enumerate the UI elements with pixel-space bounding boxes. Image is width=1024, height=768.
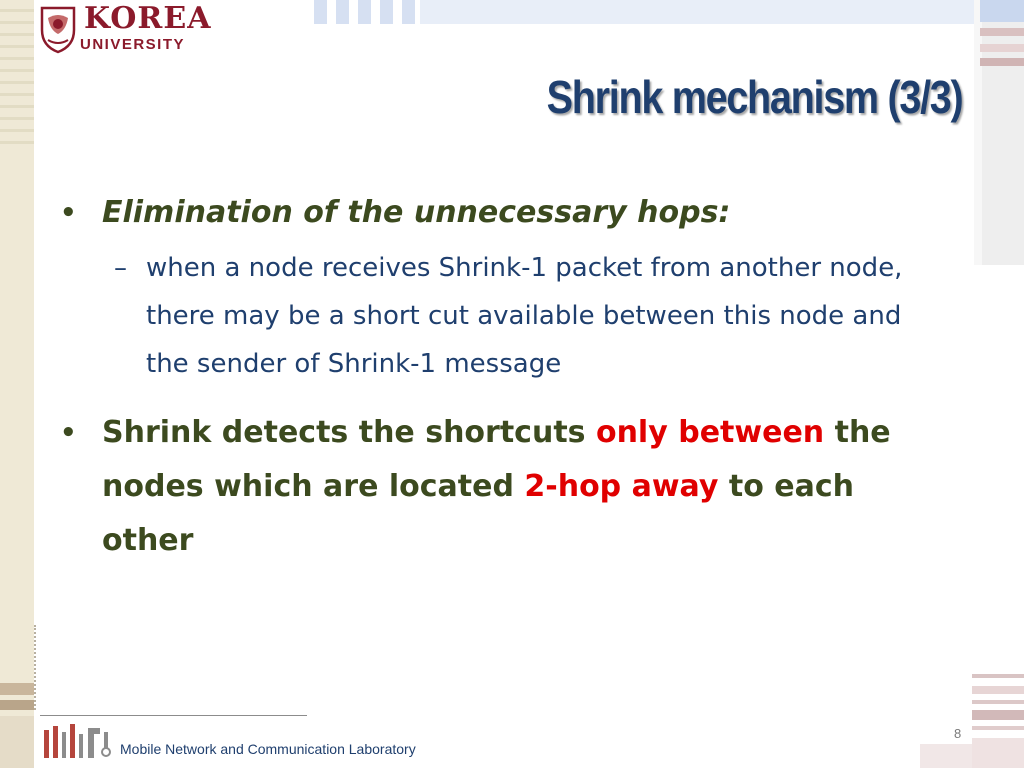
- left-decor-block: [0, 683, 34, 695]
- bottom-right-decor-stripe: [972, 686, 1024, 694]
- sub-bullet-text: when a node receives Shrink-1 packet from another node, there may be a short cut available between this node and the sender of Shrink-1 message: [146, 253, 903, 379]
- left-decor-lines: [0, 0, 34, 150]
- logo-wordmark-korea: KOREA: [84, 1, 212, 36]
- top-decor-band: [420, 0, 980, 24]
- footer-divider: [40, 715, 307, 716]
- university-logo: [38, 1, 218, 54]
- bottom-right-decor-stripe: [972, 738, 1024, 768]
- slide-title: Shrink mechanism (3/3): [546, 71, 962, 123]
- logo-wordmark-university: UNIVERSITY: [80, 36, 186, 53]
- top-decor-bars: [314, 0, 418, 24]
- page-number: 8: [954, 726, 962, 741]
- highlighted-text: 2-hop away: [524, 469, 719, 504]
- right-decor-panel-edge: [974, 0, 982, 265]
- bullet-item: [60, 406, 922, 568]
- left-decor-block: [0, 716, 34, 768]
- right-decor-stripe: [980, 28, 1024, 36]
- university-crest-icon: [38, 4, 78, 54]
- sub-bullet-marker: –: [114, 253, 127, 283]
- bullet-text-part: the nodes which are located: [102, 415, 891, 504]
- slide-body: [60, 190, 940, 568]
- lab-logo-icon: [42, 722, 112, 762]
- bullet-text: Elimination of the unnecessary hops:: [102, 195, 731, 230]
- right-decor-stripe: [980, 58, 1024, 66]
- bullet-item: [60, 190, 940, 236]
- bottom-right-decor-stripe: [972, 700, 1024, 704]
- bullet-marker: •: [60, 418, 77, 448]
- bullet-marker: •: [60, 198, 77, 228]
- bottom-right-decor-stripe: [972, 710, 1024, 720]
- highlighted-text: only between: [595, 415, 825, 450]
- bottom-right-decor-stripe: [972, 674, 1024, 678]
- right-decor-stripe: [980, 44, 1024, 52]
- bottom-right-decor-block: [920, 744, 972, 768]
- left-dotted-line: [34, 625, 36, 710]
- footer-lab-name: Mobile Network and Communication Laboratory: [120, 741, 416, 757]
- bottom-right-decor-stripe: [972, 726, 1024, 730]
- right-decor-accent: [980, 0, 1024, 22]
- left-decor-block: [0, 700, 34, 710]
- bullet-text-part: Shrink detects the shortcuts: [102, 415, 596, 450]
- bullet-text-part: to each other: [102, 469, 855, 558]
- sub-bullet-item: [114, 244, 906, 388]
